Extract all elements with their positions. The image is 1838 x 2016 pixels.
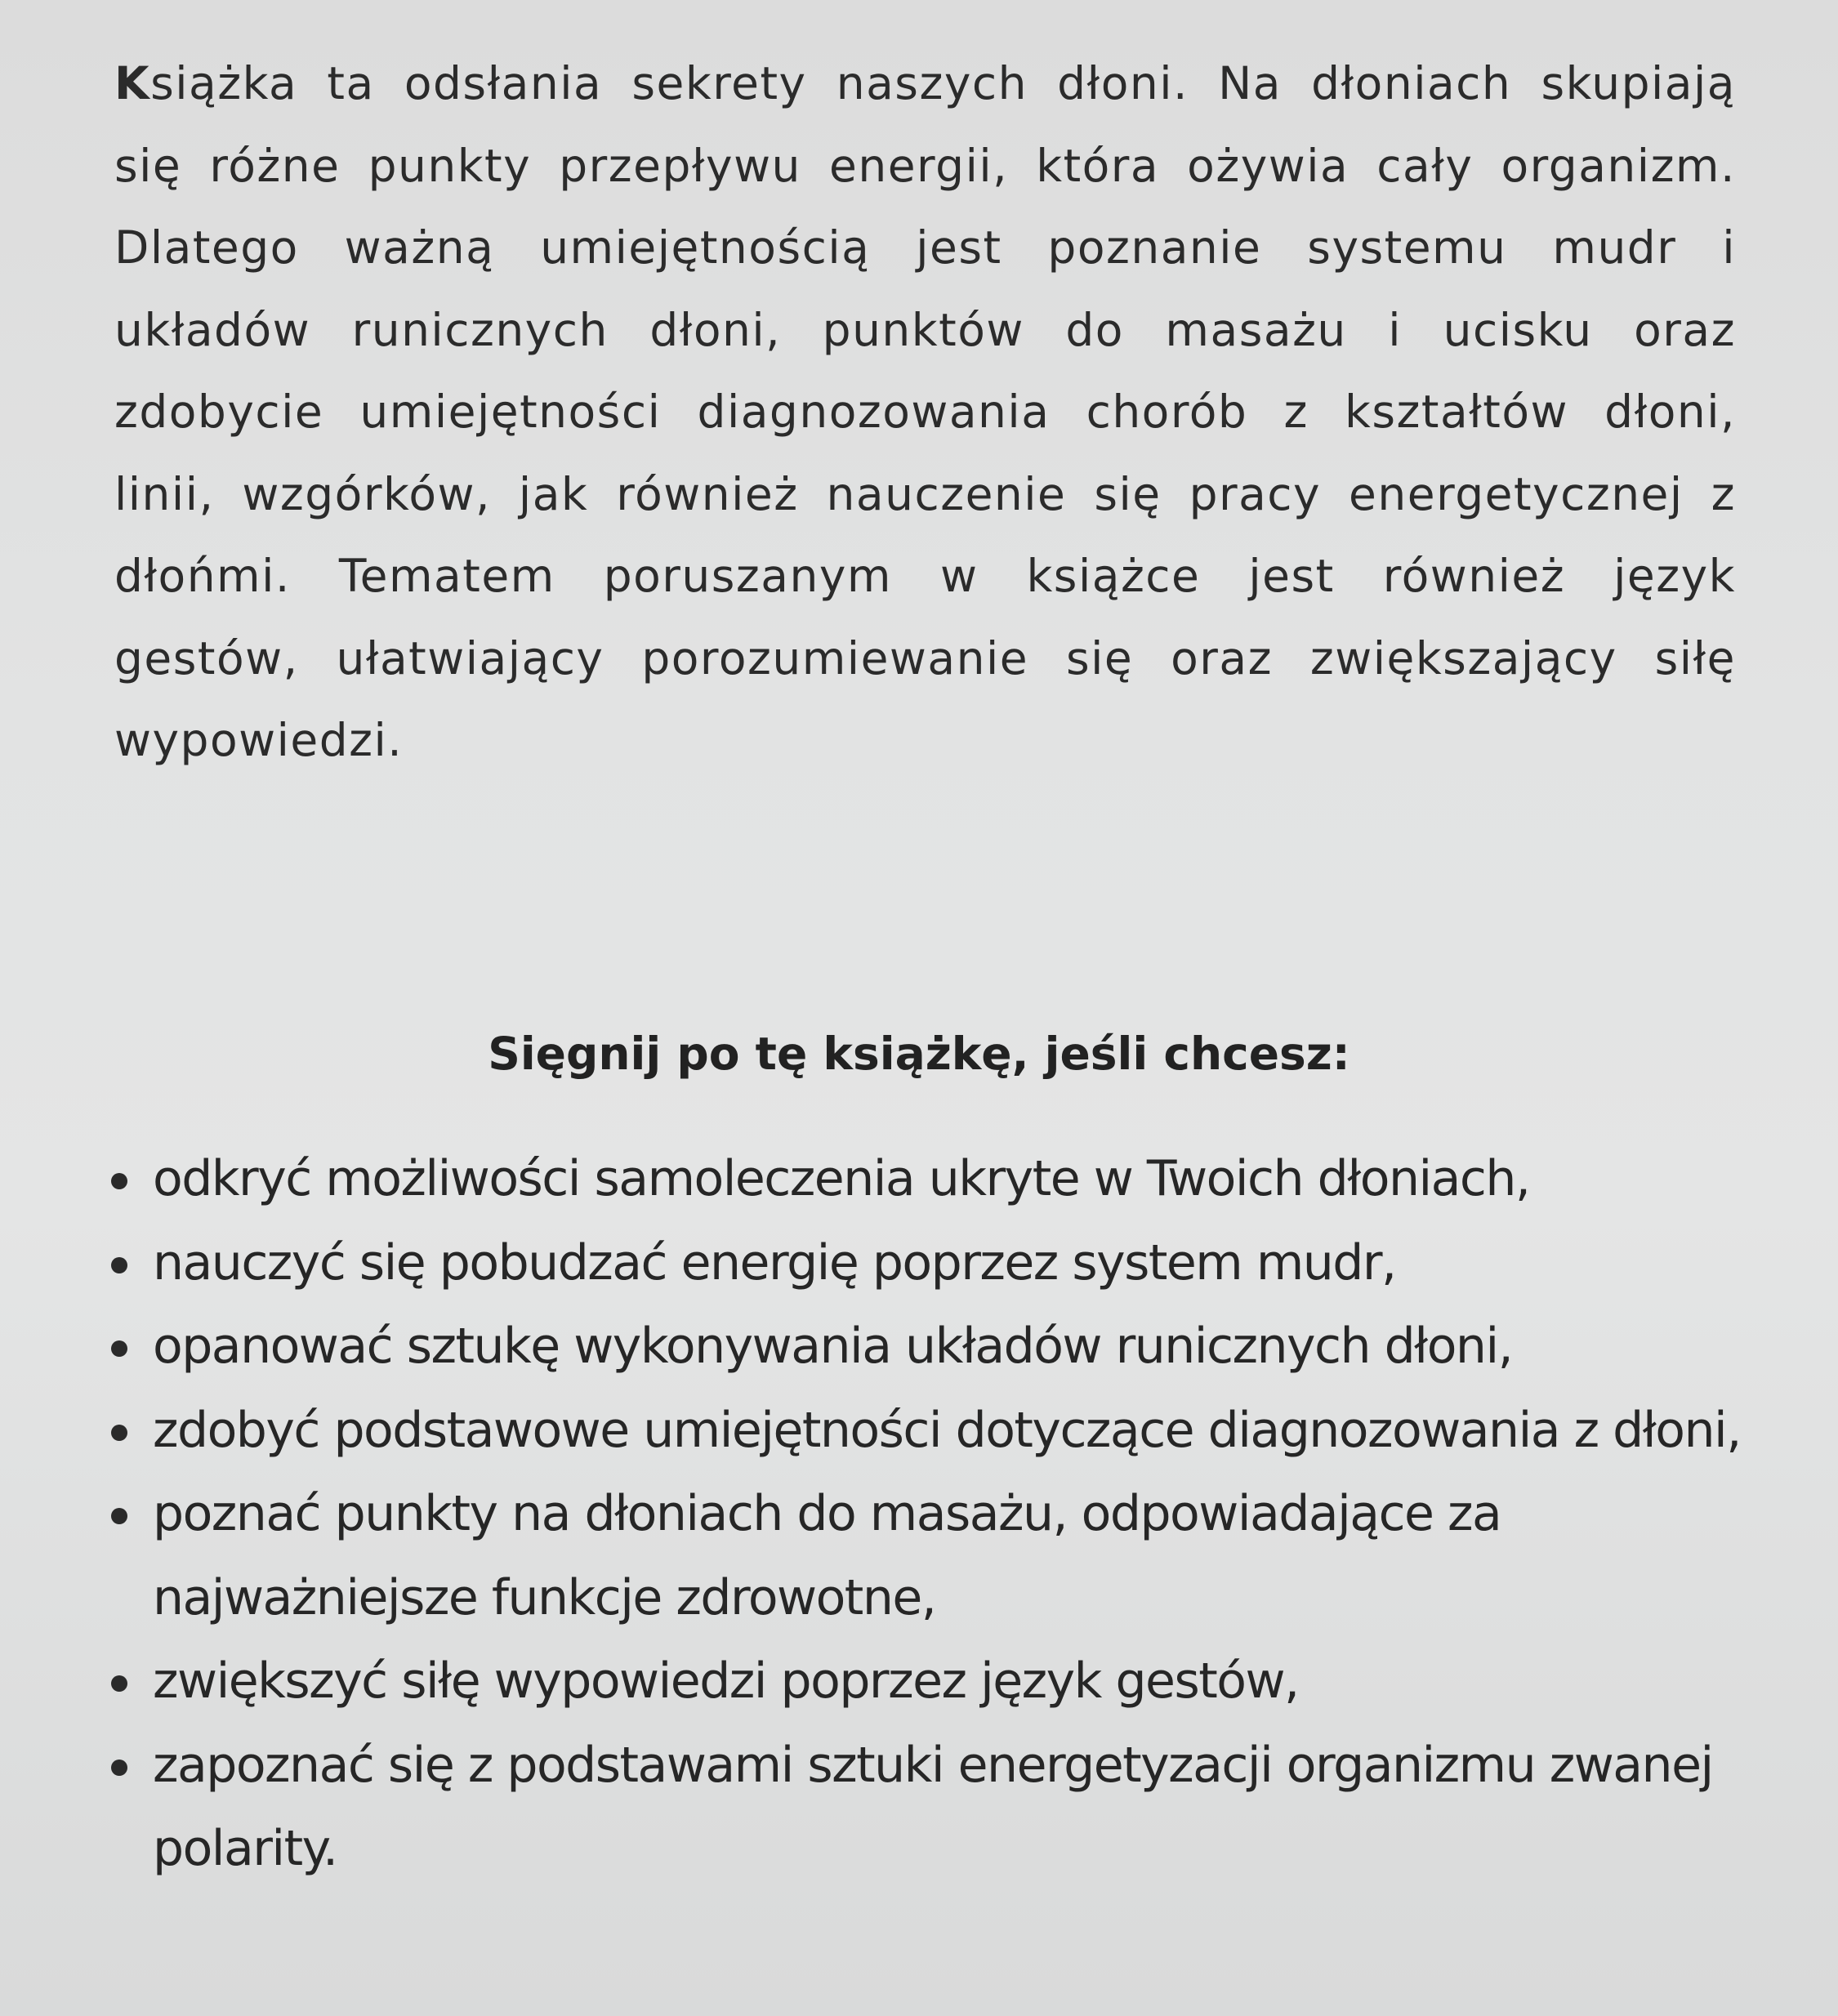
benefits-list xyxy=(106,1137,1805,1891)
bullet-icon xyxy=(111,1257,127,1273)
bullet-icon xyxy=(111,1340,127,1357)
list-item-text: poznać punkty na dłoniach do masażu, odpowiadające za najważniejsze funkcje zdrowotne, xyxy=(153,1485,1501,1626)
description-text: siążka ta odsłania sekrety naszych dłoni. Na dłoniach skupiają się różne punkty przepływu energii, która ożywia cały organizm. Dlatego ważną umiejętnością jest poznanie systemu mudr i układów runicznych dłoni, punktów do masażu i ucisku oraz zdobycie umiejętności diagnozowania chorób z kształtów dłoni, linii, wzgórków, jak również nauczenie się pracy energetycznej z dłońmi. Tematem poruszanym w książce jest również język gestów, ułatwiający porozumiewanie się oraz zwiększający siłę wypowiedzi. xyxy=(114,57,1736,766)
bullet-icon xyxy=(111,1508,127,1524)
bullet-icon xyxy=(111,1425,127,1441)
list-item xyxy=(106,1639,1805,1724)
list-item-text: odkryć możliwości samoleczenia ukryte w Twoich dłoniach, xyxy=(153,1150,1530,1207)
list-item-text: zapoznać się z podstawami sztuki energetyzacji organizmu zwanej polarity. xyxy=(153,1736,1713,1877)
list-item xyxy=(106,1472,1805,1639)
list-item xyxy=(106,1305,1805,1389)
bullet-icon xyxy=(111,1760,127,1776)
list-item-text: zwiększyć siłę wypowiedzi poprzez język gestów, xyxy=(153,1652,1299,1710)
description-paragraph xyxy=(114,42,1736,782)
drop-cap: K xyxy=(114,57,151,109)
bullet-icon xyxy=(111,1675,127,1692)
list-item xyxy=(106,1137,1805,1221)
list-item-text: nauczyć się pobudzać energię poprzez system mudr, xyxy=(153,1233,1396,1291)
section-heading: Sięgnij po tę książkę, jeśli chcesz: xyxy=(488,1028,1350,1080)
bullet-icon xyxy=(111,1173,127,1189)
list-item-text: opanować sztukę wykonywania układów runicznych dłoni, xyxy=(153,1318,1513,1375)
list-item xyxy=(106,1389,1805,1473)
list-item xyxy=(106,1724,1805,1891)
list-item xyxy=(106,1221,1805,1305)
list-item-text: zdobyć podstawowe umiejętności dotyczące diagnozowania z dłoni, xyxy=(153,1401,1741,1459)
